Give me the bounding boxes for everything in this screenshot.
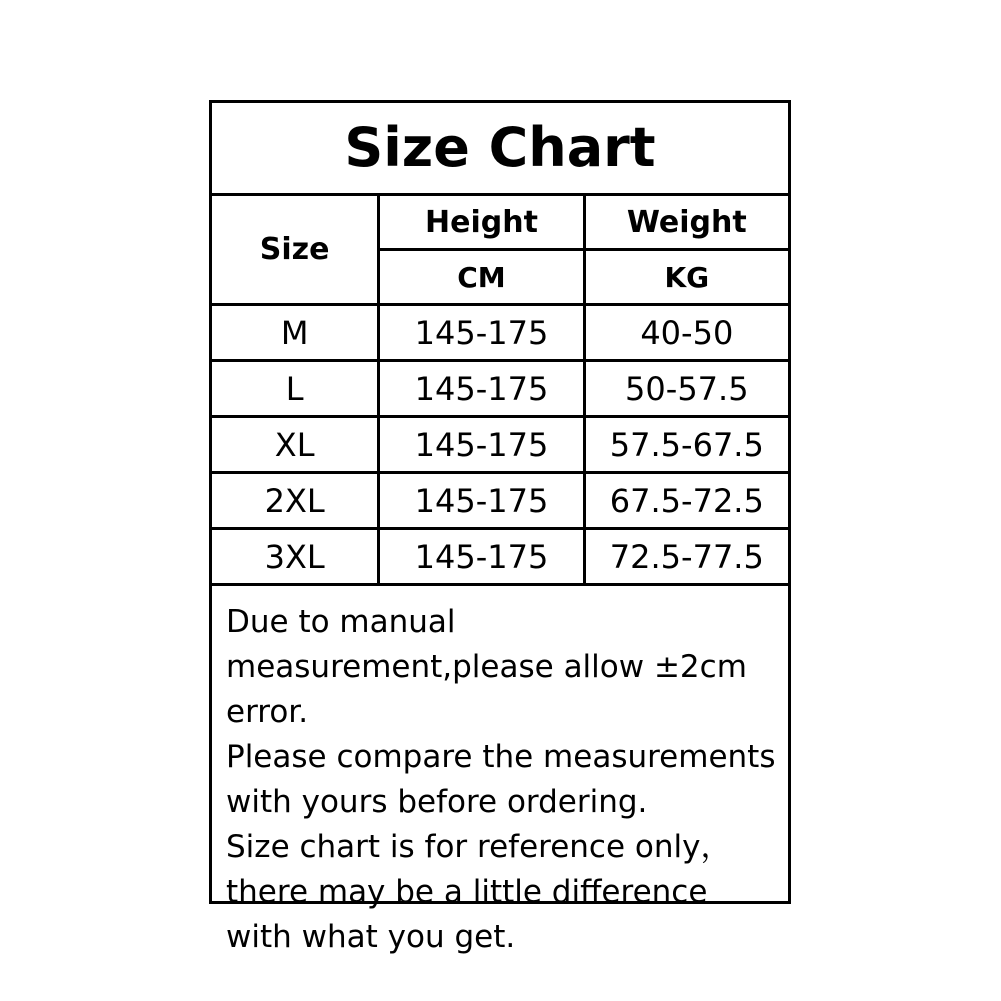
table-row — [212, 473, 788, 529]
cell-height: 145-175 — [379, 305, 584, 361]
size-chart-container — [209, 100, 791, 955]
chart-title-row — [212, 103, 788, 196]
header-cell-weight-unit: KG — [584, 250, 788, 305]
table-row — [212, 305, 788, 361]
cell-size: M — [212, 305, 379, 361]
cell-weight: 72.5-77.5 — [584, 529, 788, 585]
cell-height: 145-175 — [379, 417, 584, 473]
table-row — [212, 529, 788, 585]
cell-weight: 67.5-72.5 — [584, 473, 788, 529]
cell-weight: 50-57.5 — [584, 361, 788, 417]
page-title: Size Chart — [344, 116, 656, 179]
cell-height: 145-175 — [379, 473, 584, 529]
header-cell-height-unit: CM — [379, 250, 584, 305]
cell-height: 145-175 — [379, 529, 584, 585]
table-row — [212, 417, 788, 473]
note-text: Due to manual measurement,please allow ±2cm error. — [226, 604, 757, 730]
cell-size: 3XL — [212, 529, 379, 585]
cell-weight: 40-50 — [584, 305, 788, 361]
header-cell-height: Height — [379, 196, 584, 250]
notes-section — [212, 586, 788, 970]
cell-height: 145-175 — [379, 361, 584, 417]
header-cell-size: Size — [212, 196, 379, 305]
table-header-row-1 — [212, 196, 788, 250]
cell-size: 2XL — [212, 473, 379, 529]
note-text: Size chart is for reference only，there may be a little difference with what you get. — [226, 828, 732, 955]
cell-size: L — [212, 361, 379, 417]
cell-size: XL — [212, 417, 379, 473]
table-row — [212, 361, 788, 417]
cell-weight: 57.5-67.5 — [584, 417, 788, 473]
header-cell-weight: Weight — [584, 196, 788, 250]
size-table — [212, 196, 788, 586]
note-text: Please compare the measurements with yours before ordering. — [226, 738, 786, 820]
